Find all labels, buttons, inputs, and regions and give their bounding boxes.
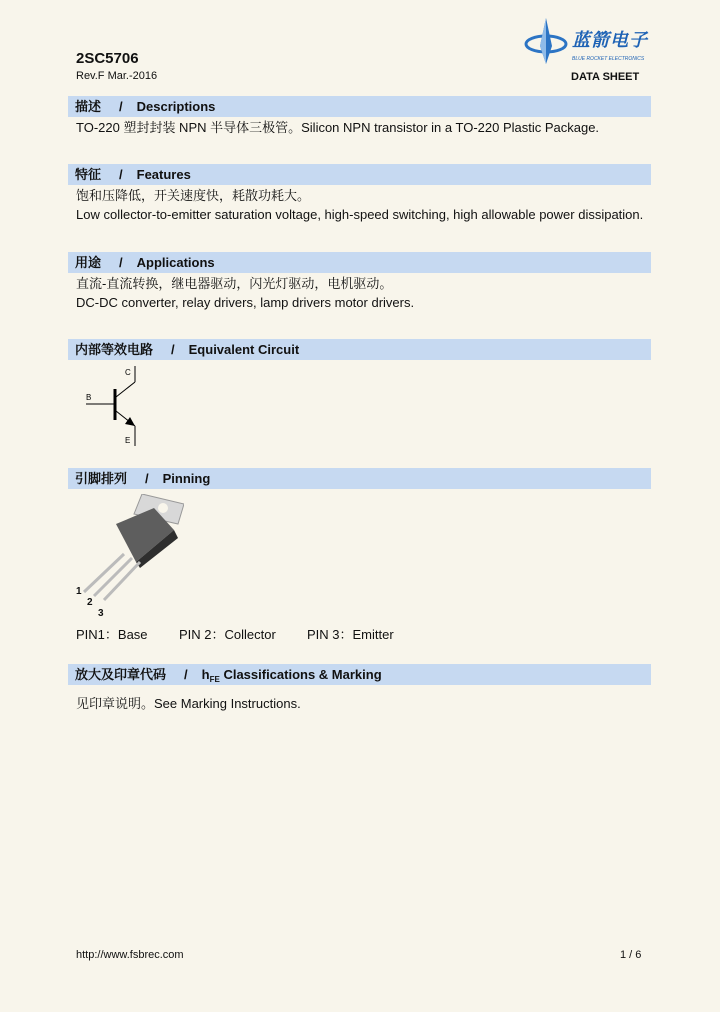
pin3-label: PIN 3：Emitter (307, 627, 394, 642)
section-title-en: Pinning (162, 471, 211, 486)
pin-number-3: 3 (98, 608, 104, 619)
npn-transistor-symbol (80, 362, 150, 450)
section-title-h: h (201, 667, 210, 682)
section-header-marking (68, 664, 651, 685)
pin-number-1: 1 (76, 586, 82, 597)
logo-text: 蓝箭电子 (572, 30, 648, 50)
separator: / (119, 167, 123, 182)
company-logo (524, 16, 654, 68)
features-en: Low collector-to-emitter saturation voltage, high-speed switching, high allowable power dissipation. (76, 207, 644, 222)
pin2-label: PIN 2：Collector (179, 627, 276, 642)
section-title-en: Equivalent Circuit (188, 342, 300, 357)
section-title-subscript: FE (209, 675, 220, 684)
section-title-cn: 放大及印章代码 (75, 667, 167, 682)
separator: / (119, 99, 123, 114)
section-title-cn: 内部等效电路 (75, 342, 154, 357)
section-header-features (68, 164, 651, 185)
pin1-label: PIN1：Base (76, 627, 148, 642)
pin-number-2: 2 (87, 597, 93, 608)
section-title-en: Descriptions (136, 99, 216, 114)
revision: Rev.F Mar.-2016 (76, 70, 158, 82)
section-title-cn: 描述 (75, 99, 102, 114)
separator: / (145, 471, 149, 486)
separator: / (119, 255, 123, 270)
section-title-en: Classifications & Marking (219, 667, 382, 682)
section-header-applications (68, 252, 651, 273)
emitter-label: E (125, 436, 131, 445)
section-header-pinning (68, 468, 651, 489)
section-title-cn: 用途 (75, 255, 102, 270)
part-number: 2SC5706 (76, 50, 139, 67)
footer-url[interactable]: http://www.fsbrec.com (76, 949, 184, 961)
base-label: B (86, 393, 92, 402)
separator: / (171, 342, 175, 357)
section-title-en: Applications (136, 255, 215, 270)
section-title-en: Features (136, 167, 191, 182)
marking-text: 见印章说明。See Marking Instructions. (76, 696, 301, 711)
separator: / (184, 667, 188, 682)
section-title-cn: 特征 (75, 167, 102, 182)
description-text: TO-220 塑封封装 NPN 半导体三极管。Silicon NPN transistor in a TO-220 Plastic Package. (76, 120, 600, 135)
page-number: 1 / 6 (620, 949, 642, 961)
rocket-logo-icon (524, 16, 572, 68)
logo-subtext: BLUE ROCKET ELECTRONICS (572, 56, 645, 62)
features-cn: 饱和压降低，开关速度快，耗散功耗大。 (76, 188, 311, 203)
section-title-cn: 引脚排列 (75, 471, 128, 486)
section-header-circuit (68, 339, 651, 360)
doc-type: DATA SHEET (571, 71, 640, 83)
section-header-descriptions (68, 96, 651, 117)
applications-en: DC-DC converter, relay drivers, lamp drivers motor drivers. (76, 295, 415, 310)
collector-label: C (125, 368, 131, 377)
applications-cn: 直流-直流转换，继电器驱动，闪光灯驱动，电机驱动。 (76, 276, 393, 291)
